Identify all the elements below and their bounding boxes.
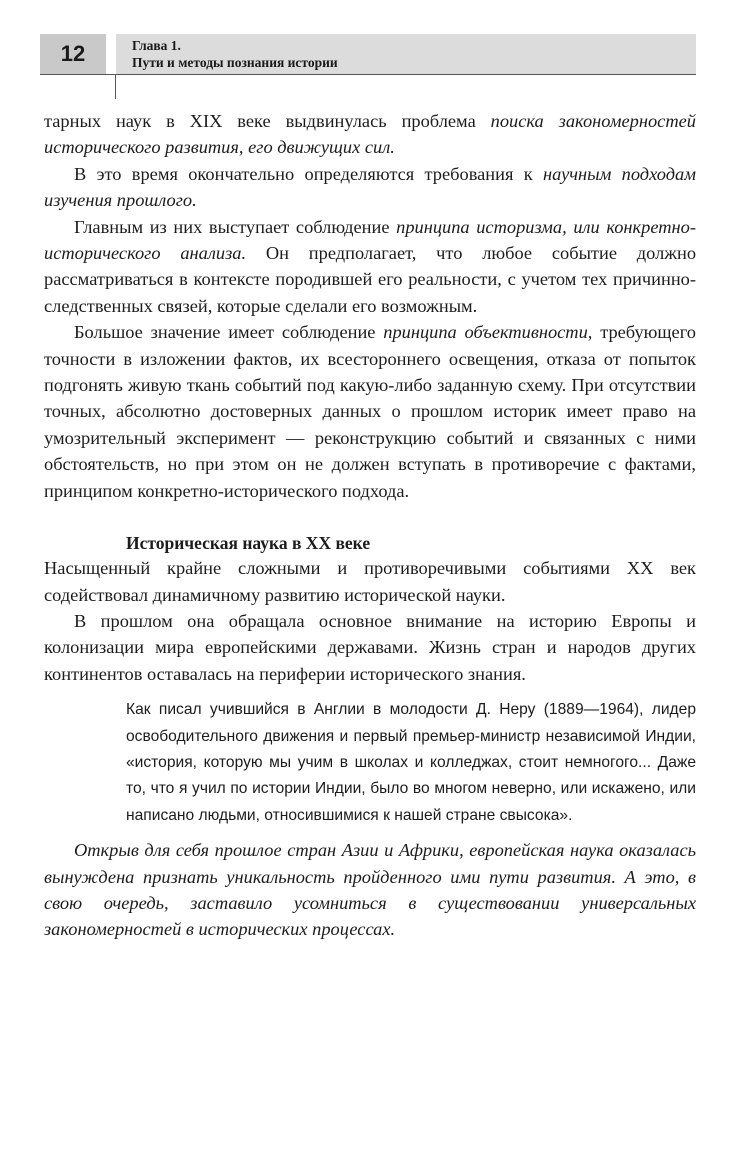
text-span: Большое значение имеет соблюдение [74, 322, 384, 343]
header-tick [115, 74, 116, 99]
italic-span: научным подходам изучения прошлого. [44, 163, 696, 211]
paragraph-6: В прошлом она обращала основное внимание на историю Европы и колонизации мира европейскими державами. Жизнь стран и народов других континентов оставалась на периферии исторического знания. [44, 610, 696, 684]
paragraph-5: Насыщенный крайне сложными и противоречивыми событиями XX век содействовал динамичному развитию исторической науки. [44, 558, 696, 605]
page-header [40, 30, 696, 74]
quote-block: Как писал учившийся в Англии в молодости Д. Неру (1889—1964), лидер освободительного движения и первый премьер-министр независимой Индии, «история, которую мы учим в школах и колледжах, стоит немногого... Даже то, что я учил по истории Индии, было во многом неверно, или искажено, или написано людьми, относившимися к нашей стране свысока». [126, 701, 696, 824]
italic-span: поиска закономерностей исторического развития, его движущих сил. [44, 111, 696, 158]
paragraph-2 [44, 161, 696, 214]
running-head [116, 34, 696, 74]
italic-span: принципа объективности, [383, 322, 593, 343]
text-span: требующего точности в изложении фактов, их всестороннего освещения, отказа от попыток подгонять живую ткань событий под какую-либо заданную схему. При отсутствии точных, абсолютно достоверных данных о прошлом историк имеет право на умозрительный эксперимент — реконструкцию событий и связанных с ними обстоятельств, но при этом он не должен вступать в противоречие с фактами, принципом конкретно-исторического подхода. [44, 322, 697, 501]
paragraph-4 [44, 319, 696, 504]
paragraph-1 [44, 108, 696, 161]
text-span: В это время окончательно определяются требования к [74, 163, 543, 184]
page-number: 12 [40, 34, 106, 74]
section-heading: Историческая наука в XX веке [126, 533, 371, 554]
header-rule [40, 74, 696, 75]
chapter-title: Пути и методы познания истории [132, 55, 338, 70]
chapter-label: Глава 1. [132, 38, 181, 53]
text-span: тарных наук в XIX веке выдвинулась проблема [44, 111, 491, 131]
text-span: Он предполагает, что любое событие должно рассматриваться в контексте породившей его реальности, с учетом тех причинно-следственных связей, которые сделали его возможным. [44, 243, 697, 316]
paragraph-3 [44, 214, 696, 320]
italic-span: принципа историзма, или конкретно-исторического анализа. [44, 216, 696, 264]
text-span: Главным из них выступает соблюдение [74, 216, 397, 237]
page-body [44, 108, 696, 943]
closing-paragraph: Открыв для себя прошлое стран Азии и Африки, европейская наука оказалась вынуждена признать уникальность пройденного ими пути развития. А это, в свою очередь, заставило усомниться в существовании универсальных закономерностей в исторических процессах. [44, 840, 696, 940]
